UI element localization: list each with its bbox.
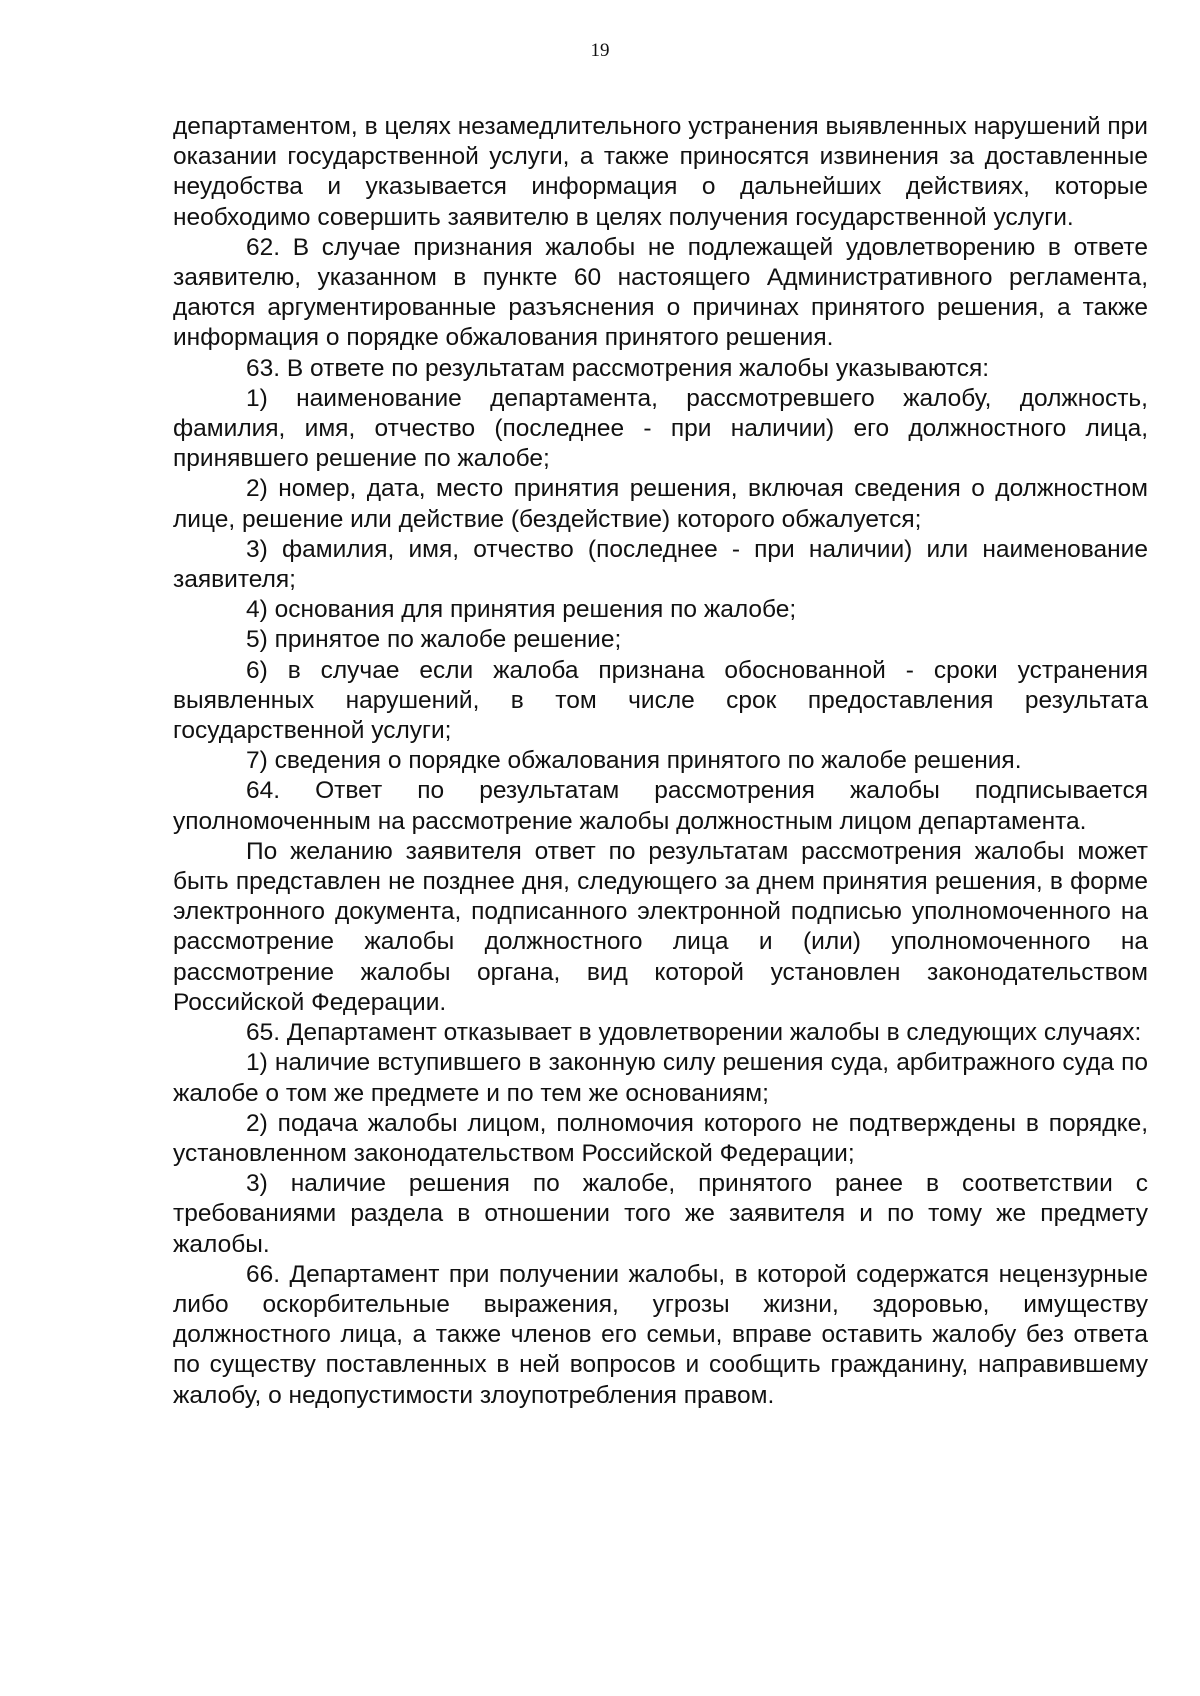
list-item-63-5: 5) принятое по жалобе решение; [246, 626, 622, 654]
list-item-63-1: 1) наименование департамента, рассмотревшего жалобу, должность, фамилия, имя, отчество (последнее - при наличии) его должностного лица, принявшего решение по жалобе; [173, 384, 1148, 473]
paragraph-continuation: департаментом, в целях незамедлительного устранения выявленных нарушений при оказании государственной услуги, а также приносятся извинения за доставленные неудобства и указывается информация о дальнейших действиях, которые необходимо совершить заявителю в целях получения государственной услуги. [173, 113, 1148, 231]
paragraph-65: 65. Департамент отказывает в удовлетворении жалобы в следующих случаях: [246, 1019, 1142, 1047]
paragraph-66: 66. Департамент при получении жалобы, в которой содержатся нецензурные либо оскорбительные выражения, угрозы жизни, здоровью, имуществу должностного лица, а также членов его семьи, вправе оставить жалобу без ответа по существу поставленных в ней вопросов и сообщить гражданину, направившему жалобу, о недопустимости злоупотребления правом. [173, 1260, 1148, 1409]
list-item-65-2: 2) подача жалобы лицом, полномочия которого не подтверждены в порядке, установленном законодательством Российской Федерации; [173, 1109, 1148, 1167]
paragraph-64: 64. Ответ по результатам рассмотрения жалобы подписывается уполномоченным на рассмотрение жалобы должностным лицом департамента. [173, 777, 1148, 835]
document-body [173, 112, 1148, 1411]
list-item-63-4: 4) основания для принятия решения по жалобе; [246, 596, 797, 624]
list-item-65-3: 3) наличие решения по жалобе, принятого ранее в соответствии с требованиями раздела в отношении того же заявителя и по тому же предмету жалобы. [173, 1170, 1148, 1258]
page-number: 19 [590, 40, 610, 61]
paragraph-64-continued: По желанию заявителя ответ по результатам рассмотрения жалобы может быть представлен не позднее дня, следующего за днем принятия решения, в форме электронного документа, подписанного электронной подписью уполномоченного на рассмотрение жалобы должностного лица и (или) уполномоченного на рассмотрение жалобы органа, вид которой установлен законодательством Российской Федерации. [173, 837, 1148, 1016]
list-item-63-2: 2) номер, дата, место принятия решения, включая сведения о должностном лице, решение или действие (бездействие) которого обжалуется; [173, 475, 1148, 533]
list-item-63-7: 7) сведения о порядке обжалования принятого по жалобе решения. [246, 747, 1022, 775]
paragraph-63: 63. В ответе по результатам рассмотрения жалобы указываются: [246, 354, 990, 382]
list-item-65-1: 1) наличие вступившего в законную силу решения суда, арбитражного суда по жалобе о том же предмете и по тем же основаниям; [173, 1049, 1148, 1107]
paragraph-62: 62. В случае признания жалобы не подлежащей удовлетворению в ответе заявителю, указанном в пункте 60 настоящего Административного регламента, даются аргументированные разъяснения о причинах принятого решения, а также информация о порядке обжалования принятого решения. [173, 233, 1148, 352]
list-item-63-3: 3) фамилия, имя, отчество (последнее - при наличии) или наименование заявителя; [173, 535, 1148, 594]
list-item-63-6: 6) в случае если жалоба признана обоснованной - сроки устранения выявленных нарушений, в том числе срок предоставления результата государственной услуги; [173, 656, 1148, 745]
